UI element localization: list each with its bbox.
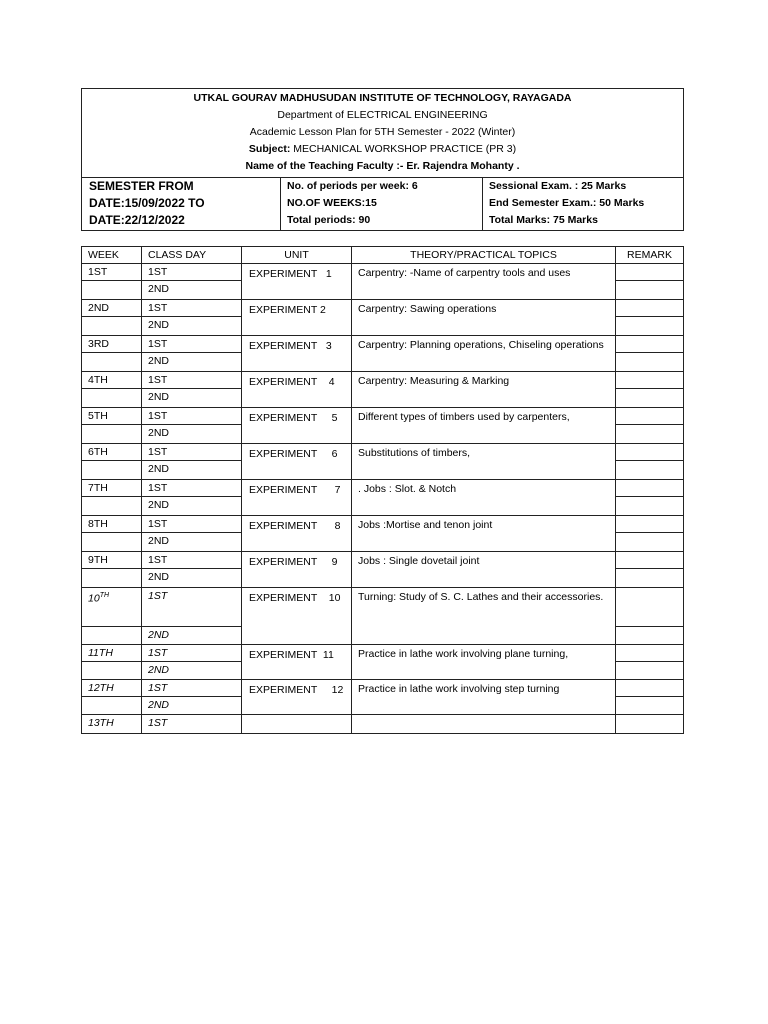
- class-day-cell: 1ST: [142, 300, 242, 317]
- topic-cell: Practice in lathe work involving plane turning,: [352, 645, 616, 680]
- remark-cell: [616, 715, 684, 734]
- week-cell: [82, 372, 142, 389]
- semester-line-2: DATE:15/09/2022 TO: [89, 196, 205, 210]
- week-label: 2ND: [88, 302, 110, 314]
- period-info: [281, 178, 483, 231]
- unit-cell: EXPERIMENT 9: [242, 552, 352, 588]
- topic-cell: Carpentry: -Name of carpentry tools and uses: [352, 264, 616, 300]
- semester-line-3: DATE:22/12/2022: [89, 213, 185, 227]
- class-day-cell: 1ST: [142, 372, 242, 389]
- topic-cell: [352, 715, 616, 734]
- week-label: 3RD: [88, 338, 110, 350]
- topic-cell: Carpentry: Measuring & Marking: [352, 372, 616, 408]
- unit-cell: [242, 715, 352, 734]
- class-day-cell: 1ST: [142, 516, 242, 533]
- week-cell: [82, 389, 142, 408]
- topic-cell: Jobs : Single dovetail joint: [352, 552, 616, 588]
- table-row: [82, 645, 684, 662]
- unit-cell: EXPERIMENT 2: [242, 300, 352, 336]
- week-cell: [82, 552, 142, 569]
- department-name: Department of ELECTRICAL ENGINEERING: [277, 109, 488, 121]
- week-label: 11TH: [88, 647, 113, 659]
- week-label: 5TH: [88, 410, 108, 422]
- week-cell: [82, 353, 142, 372]
- topic-cell: Practice in lathe work involving step turning: [352, 680, 616, 715]
- table-row: [82, 588, 684, 627]
- table-row: [82, 300, 684, 317]
- topic-cell: Jobs :Mortise and tenon joint: [352, 516, 616, 552]
- remark-cell: [616, 497, 684, 516]
- class-day-cell: 1ST: [142, 408, 242, 425]
- class-day-cell: 1ST: [142, 588, 242, 627]
- remark-cell: [616, 372, 684, 389]
- class-day-cell: 2ND: [142, 461, 242, 480]
- week-cell: [82, 300, 142, 317]
- week-suffix: TH: [99, 592, 110, 599]
- week-cell: [82, 264, 142, 281]
- week-label: 4TH: [88, 374, 108, 386]
- class-day-cell: 1ST: [142, 552, 242, 569]
- week-cell: [82, 497, 142, 516]
- topic-cell: Substitutions of timbers,: [352, 444, 616, 480]
- class-day-cell: 1ST: [142, 645, 242, 662]
- class-day-cell: 1ST: [142, 336, 242, 353]
- remark-cell: [616, 353, 684, 372]
- table-row: [82, 480, 684, 497]
- remark-cell: [616, 662, 684, 680]
- table-row: [82, 408, 684, 425]
- topic-cell: Carpentry: Sawing operations: [352, 300, 616, 336]
- column-header-unit: UNIT: [242, 247, 352, 264]
- class-day-cell: 1ST: [142, 715, 242, 734]
- column-header-remark: REMARK: [616, 247, 684, 264]
- topic-cell: Carpentry: Planning operations, Chiseling operations: [352, 336, 616, 372]
- lesson-table-body: [82, 264, 684, 734]
- column-header-class-day: CLASS DAY: [142, 247, 242, 264]
- table-row: [82, 680, 684, 697]
- subject-value: MECHANICAL WORKSHOP PRACTICE (PR 3): [290, 143, 517, 155]
- unit-cell: EXPERIMENT 11: [242, 645, 352, 680]
- class-day-cell: 2ND: [142, 569, 242, 588]
- table-row: [82, 715, 684, 734]
- week-cell: [82, 461, 142, 480]
- class-day-cell: 2ND: [142, 389, 242, 408]
- week-label: 9TH: [88, 554, 108, 566]
- table-header-row: [82, 247, 684, 264]
- week-cell: [82, 569, 142, 588]
- unit-cell: EXPERIMENT 8: [242, 516, 352, 552]
- class-day-cell: 2ND: [142, 662, 242, 680]
- remark-cell: [616, 516, 684, 533]
- unit-cell: EXPERIMENT 10: [242, 588, 352, 645]
- week-cell: [82, 444, 142, 461]
- sessional-marks: Sessional Exam. : 25 Marks: [489, 180, 627, 192]
- remark-cell: [616, 569, 684, 588]
- class-day-cell: 1ST: [142, 680, 242, 697]
- week-cell: [82, 627, 142, 645]
- unit-cell: EXPERIMENT 1: [242, 264, 352, 300]
- week-label: 6TH: [88, 446, 108, 458]
- week-label: 10: [88, 592, 100, 605]
- subject-line: [82, 141, 683, 158]
- week-cell: [82, 533, 142, 552]
- column-header-week: WEEK: [82, 247, 142, 264]
- end-semester-marks: End Semester Exam.: 50 Marks: [489, 197, 645, 209]
- marks-info: [483, 178, 684, 231]
- remark-cell: [616, 461, 684, 480]
- unit-cell: EXPERIMENT 4: [242, 372, 352, 408]
- class-day-cell: 2ND: [142, 317, 242, 336]
- remark-cell: [616, 264, 684, 281]
- lesson-plan-table: [81, 246, 684, 734]
- remark-cell: [616, 300, 684, 317]
- table-row: [82, 552, 684, 569]
- total-periods: Total periods: 90: [287, 214, 371, 226]
- unit-cell: EXPERIMENT 3: [242, 336, 352, 372]
- number-of-weeks: NO.OF WEEKS:15: [287, 197, 377, 209]
- unit-cell: EXPERIMENT 5: [242, 408, 352, 444]
- remark-cell: [616, 425, 684, 444]
- class-day-cell: 1ST: [142, 444, 242, 461]
- lesson-plan-header: [81, 88, 684, 231]
- unit-cell: EXPERIMENT 12: [242, 680, 352, 715]
- remark-cell: [616, 697, 684, 715]
- topic-cell: Different types of timbers used by carpenters,: [352, 408, 616, 444]
- column-header-topics: THEORY/PRACTICAL TOPICS: [352, 247, 616, 264]
- class-day-cell: 2ND: [142, 281, 242, 300]
- remark-cell: [616, 389, 684, 408]
- remark-cell: [616, 533, 684, 552]
- week-cell: [82, 317, 142, 336]
- week-label: 8TH: [88, 518, 108, 530]
- week-cell: [82, 281, 142, 300]
- plan-title: Academic Lesson Plan for 5TH Semester - 2022 (Winter): [249, 126, 516, 138]
- week-cell: [82, 680, 142, 697]
- week-label: 7TH: [88, 482, 108, 494]
- semester-line-1: SEMESTER FROM: [89, 179, 194, 193]
- remark-cell: [616, 588, 684, 627]
- unit-cell: EXPERIMENT 7: [242, 480, 352, 516]
- week-label: 13TH: [88, 717, 114, 729]
- class-day-cell: 2ND: [142, 425, 242, 444]
- faculty-name: Name of the Teaching Faculty :- Er. Rajendra Mohanty .: [245, 160, 520, 172]
- class-day-cell: 2ND: [142, 497, 242, 516]
- week-cell: [82, 645, 142, 662]
- week-cell: [82, 516, 142, 533]
- semester-dates: [82, 178, 281, 231]
- table-row: [82, 444, 684, 461]
- week-cell: [82, 697, 142, 715]
- class-day-cell: 1ST: [142, 264, 242, 281]
- class-day-cell: 2ND: [142, 353, 242, 372]
- periods-per-week: No. of periods per week: 6: [287, 180, 418, 192]
- remark-cell: [616, 444, 684, 461]
- week-cell: [82, 336, 142, 353]
- table-row: [82, 372, 684, 389]
- week-cell: [82, 715, 142, 734]
- week-cell: [82, 480, 142, 497]
- remark-cell: [616, 281, 684, 300]
- title-block: [82, 89, 684, 178]
- week-cell: [82, 425, 142, 444]
- remark-cell: [616, 552, 684, 569]
- remark-cell: [616, 408, 684, 425]
- class-day-cell: 2ND: [142, 533, 242, 552]
- week-label: 12TH: [88, 682, 114, 694]
- table-row: [82, 264, 684, 281]
- subject-label: Subject:: [248, 143, 291, 155]
- unit-cell: EXPERIMENT 6: [242, 444, 352, 480]
- remark-cell: [616, 480, 684, 497]
- class-day-cell: 2ND: [142, 627, 242, 645]
- week-cell: [82, 588, 142, 627]
- class-day-cell: 2ND: [142, 697, 242, 715]
- remark-cell: [616, 627, 684, 645]
- week-cell: [82, 662, 142, 680]
- week-cell: [82, 408, 142, 425]
- week-label: 1ST: [88, 266, 108, 278]
- topic-cell: . Jobs : Slot. & Notch: [352, 480, 616, 516]
- remark-cell: [616, 317, 684, 336]
- topic-cell: Turning: Study of S. C. Lathes and their accessories.: [352, 588, 616, 645]
- remark-cell: [616, 645, 684, 662]
- institute-name: UTKAL GOURAV MADHUSUDAN INSTITUTE OF TECHNOLOGY, RAYAGADA: [193, 92, 572, 104]
- table-row: [82, 516, 684, 533]
- remark-cell: [616, 680, 684, 697]
- total-marks: Total Marks: 75 Marks: [489, 214, 598, 226]
- table-row: [82, 336, 684, 353]
- class-day-cell: 1ST: [142, 480, 242, 497]
- remark-cell: [616, 336, 684, 353]
